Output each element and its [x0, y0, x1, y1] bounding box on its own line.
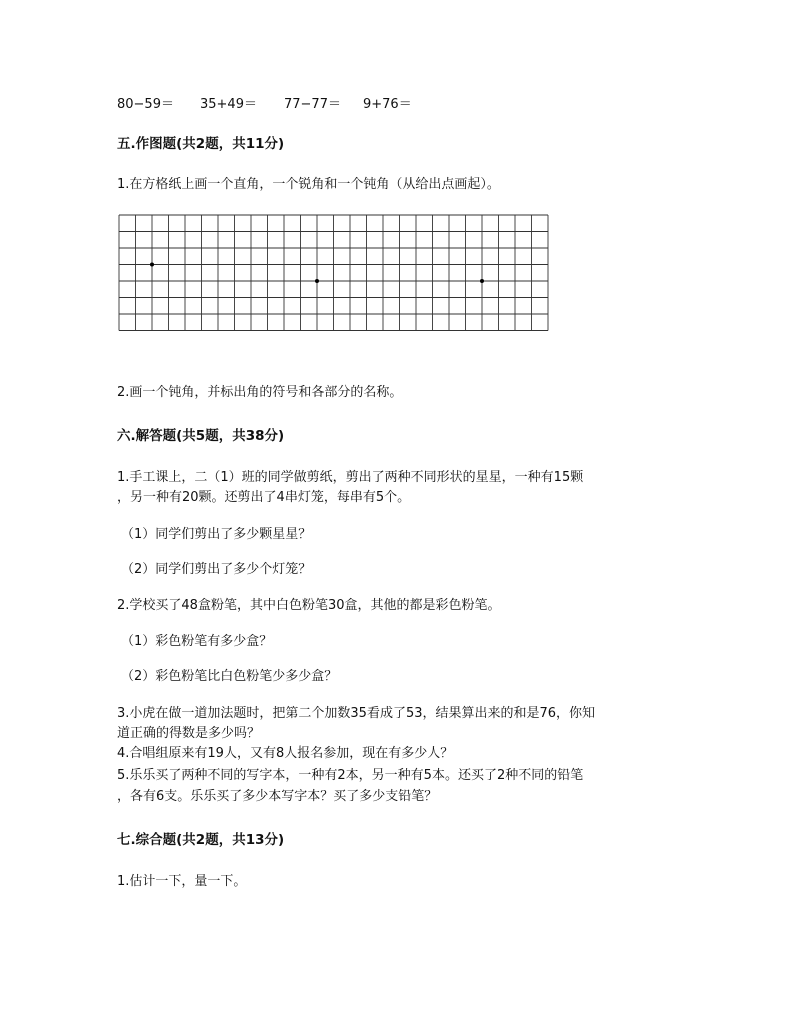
question-6-1-sub1: （1）同学们剪出了多少颗星星？	[121, 527, 312, 542]
question-6-2-sub2: （2）彩色粉笔比白色粉笔少多少盒？	[121, 669, 338, 684]
question-6-1-line2: ，另一种有20颗。还剪出了4串灯笼，每串有5个。	[117, 490, 411, 505]
start-point-dot	[315, 279, 319, 283]
arithmetic-item: 35+49＝	[200, 97, 257, 112]
question-6-1-sub2: （2）同学们剪出了多少个灯笼？	[121, 562, 312, 577]
section-5-title: 五.作图题(共2题，共11分)	[117, 136, 285, 152]
section-7-title: 七.综合题(共2题，共13分)	[117, 832, 285, 848]
question-5-1: 1.在方格纸上画一个直角，一个锐角和一个钝角（从给出点画起）。	[117, 177, 500, 192]
question-6-2: 2.学校买了48盒粉笔，其中白色粉笔30盒，其他的都是彩色粉笔。	[117, 598, 501, 613]
start-point-dot	[150, 263, 154, 267]
start-point-dot	[480, 279, 484, 283]
question-6-5-line1: 5.乐乐买了两种不同的写字本，一种有2本，另一种有5本。还买了2种不同的铅笔	[117, 768, 584, 783]
question-6-4: 4.合唱组原来有19人，又有8人报名参加，现在有多少人？	[117, 746, 454, 761]
grid-paper[interactable]	[118, 214, 554, 344]
question-6-1-line1: 1.手工课上，二（1）班的同学做剪纸，剪出了两种不同形状的星星，一种有15颗	[117, 470, 584, 485]
arithmetic-item: 80−59＝	[117, 97, 174, 112]
question-6-5-line2: ，各有6支。乐乐买了多少本写字本？买了多少支铅笔？	[117, 789, 438, 804]
question-6-3-line2: 道正确的得数是多少吗？	[117, 726, 261, 741]
arithmetic-item: 9+76＝	[363, 97, 412, 112]
arithmetic-item: 77−77＝	[284, 97, 341, 112]
question-6-3-line1: 3.小虎在做一道加法题时，把第二个加数35看成了53，结果算出来的和是76，你知	[117, 706, 596, 721]
question-5-2: 2.画一个钝角，并标出角的符号和各部分的名称。	[117, 385, 403, 400]
question-7-1: 1.估计一下，量一下。	[117, 874, 247, 889]
section-6-title: 六.解答题(共5题，共38分)	[117, 428, 285, 444]
question-6-2-sub1: （1）彩色粉笔有多少盒？	[121, 634, 273, 649]
